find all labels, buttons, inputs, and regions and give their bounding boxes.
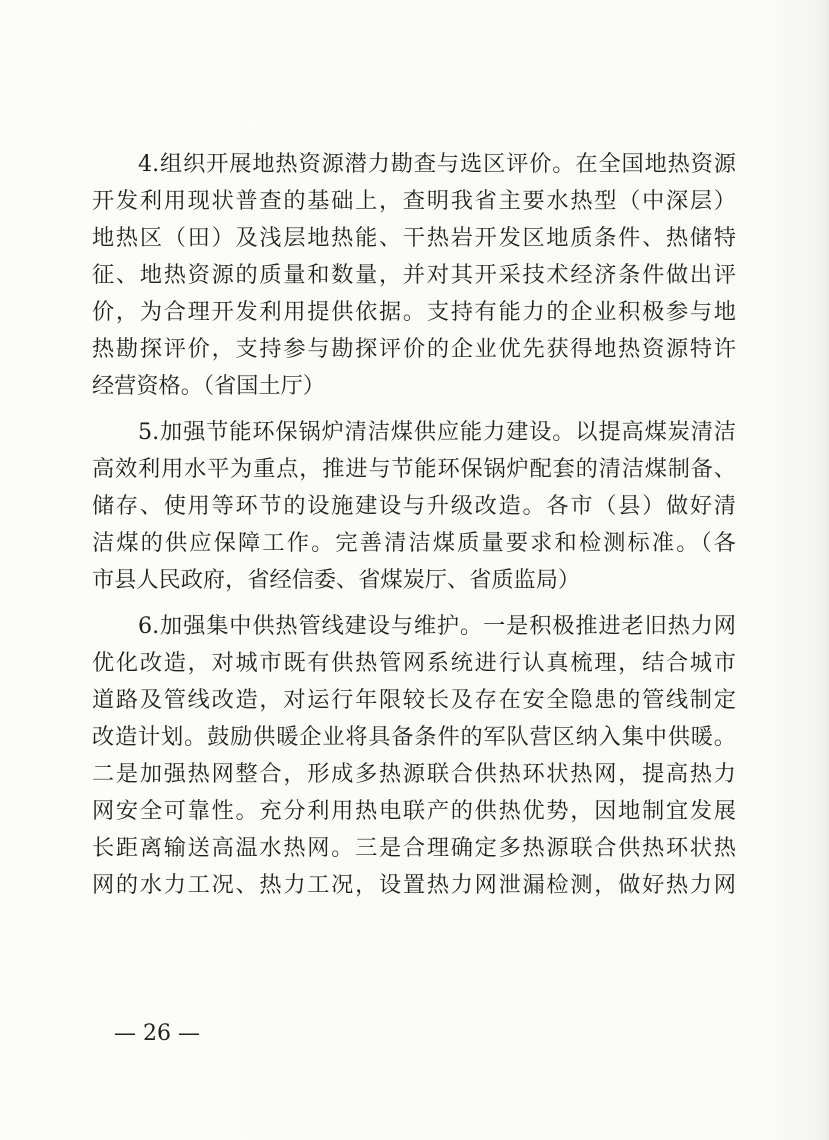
text-line: 5.加强节能环保锅炉清洁煤供应能力建设。以提高煤炭清洁 — [138, 419, 736, 445]
page-number: — 26 — — [114, 1021, 200, 1046]
text-line: 价，为合理开发利用提供依据。支持有能力的企业积极参与地 — [92, 299, 736, 325]
text-line: 地热区（田）及浅层地热能、干热岩开发区地质条件、热储特 — [92, 225, 736, 251]
text-line: 改造计划。鼓励供暖企业将具备条件的军队营区纳入集中供暖。 — [92, 724, 736, 750]
document-body — [92, 146, 736, 904]
text-line: 二是加强热网整合，形成多热源联合供热环状热网，提高热力 — [92, 761, 736, 787]
text-line: 6.加强集中供热管线建设与维护。一是积极推进老旧热力网 — [138, 613, 736, 639]
text-line: 征、地热资源的质量和数量，并对其开采技术经济条件做出评 — [92, 262, 736, 288]
text-line: 网安全可靠性。充分利用热电联产的供热优势，因地制宜发展 — [92, 798, 736, 824]
text-line: 开发利用现状普查的基础上，查明我省主要水热型（中深层） — [92, 188, 736, 214]
paragraph-6 — [92, 608, 736, 904]
text-line: 经营资格。（省国土厅） — [92, 373, 325, 399]
text-line: 道路及管线改造，对运行年限较长及存在安全隐患的管线制定 — [92, 687, 736, 713]
text-line: 优化改造，对城市既有供热管网系统进行认真梳理，结合城市 — [92, 650, 736, 676]
page-edge-shadow — [819, 0, 829, 1140]
text-line: 储存、使用等环节的设施建设与升级改造。各市（县）做好清 — [92, 493, 736, 519]
text-line: 高效利用水平为重点，推进与节能环保锅炉配套的清洁煤制备、 — [92, 456, 736, 482]
text-line: 长距离输送高温水热网。三是合理确定多热源联合供热环状热 — [92, 835, 736, 861]
paragraph-4 — [92, 146, 736, 405]
text-line: 热勘探评价，支持参与勘探评价的企业优先获得地热资源特许 — [92, 336, 736, 362]
paragraph-gap — [92, 599, 736, 608]
text-line: 4.组织开展地热资源潜力勘查与选区评价。在全国地热资源 — [138, 151, 736, 177]
text-line: 网的水力工况、热力工况，设置热力网泄漏检测，做好热力网 — [92, 872, 736, 898]
paragraph-5 — [92, 414, 736, 599]
text-line: 市县人民政府，省经信委、省煤炭厅、省质监局） — [92, 567, 581, 593]
text-line: 洁煤的供应保障工作。完善清洁煤质量要求和检测标准。（各 — [92, 530, 736, 556]
paragraph-gap — [92, 405, 736, 414]
